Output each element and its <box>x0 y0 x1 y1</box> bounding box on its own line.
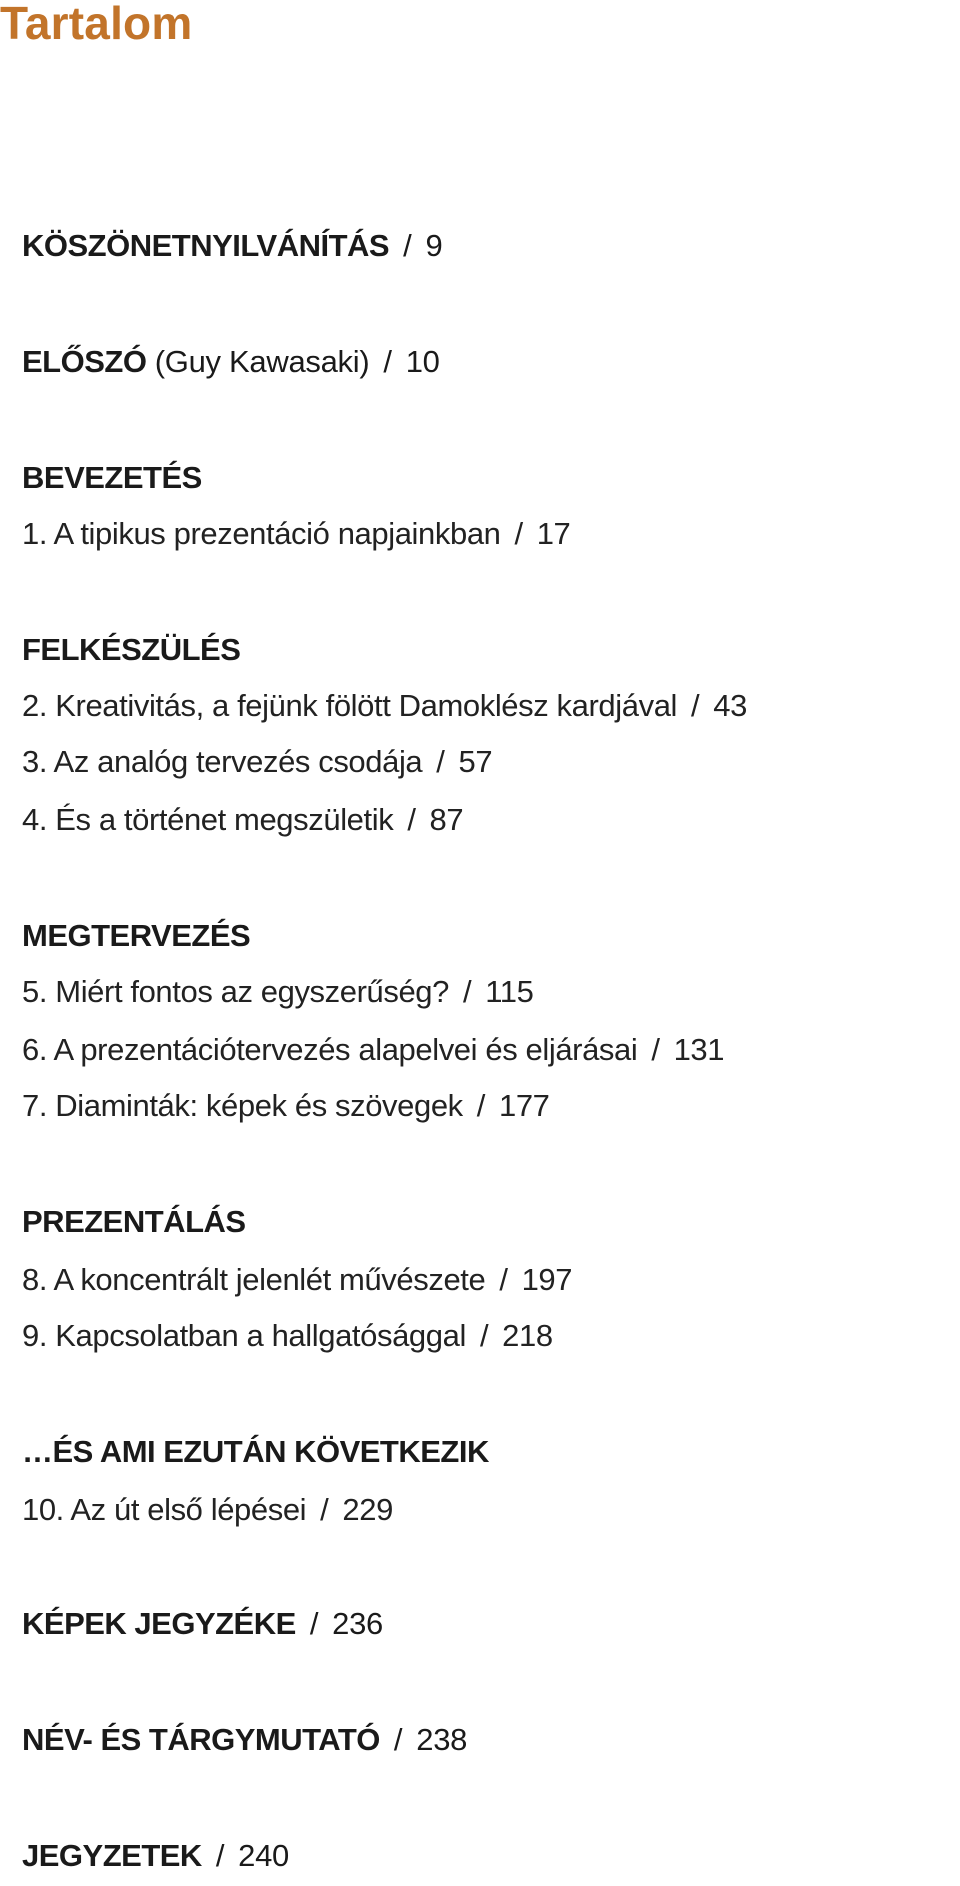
toc-page-number: 87 <box>429 802 464 837</box>
chapter-title: 9. Kapcsolatban a hallgatósággal <box>22 1318 466 1353</box>
toc-chapter-1[interactable] <box>22 514 570 554</box>
toc-page-number: 9 <box>425 228 443 263</box>
toc-separator: / <box>514 516 523 551</box>
toc-entry-label: JEGYZETEK <box>22 1838 202 1873</box>
toc-page-number: 236 <box>332 1606 383 1641</box>
section-heading-introduction: BEVEZETÉS <box>22 460 202 495</box>
toc-entry-index[interactable] <box>22 1720 467 1760</box>
chapter-title: 6. A prezentációtervezés alapelvei és eljárásai <box>22 1032 638 1067</box>
section-heading-whats-next: …ÉS AMI EZUTÁN KÖVETKEZIK <box>22 1434 489 1469</box>
toc-separator: / <box>320 1492 329 1527</box>
toc-entry-note: (Guy Kawasaki) <box>146 344 370 379</box>
toc-chapter-9[interactable] <box>22 1316 553 1356</box>
chapter-title: 4. És a történet megszületik <box>22 802 394 837</box>
toc-page-number: 131 <box>673 1032 725 1067</box>
toc-chapter-3[interactable] <box>22 742 492 782</box>
toc-entry-foreword[interactable] <box>22 342 440 382</box>
toc-page-number: 197 <box>521 1262 573 1297</box>
toc-separator: / <box>463 974 472 1009</box>
toc-page-number: 229 <box>342 1492 393 1527</box>
toc-separator: / <box>215 1838 225 1873</box>
toc-separator: / <box>393 1722 403 1757</box>
section-heading-preparation: FELKÉSZÜLÉS <box>22 632 241 667</box>
toc-page-number: 115 <box>485 974 534 1009</box>
toc-page-number: 240 <box>238 1838 289 1873</box>
toc-separator: / <box>479 1318 489 1353</box>
toc-chapter-5[interactable] <box>22 972 533 1012</box>
toc-entry-label: KÉPEK JEGYZÉKE <box>22 1606 296 1641</box>
chapter-title: 10. Az út első lépései <box>22 1492 307 1527</box>
chapter-title: 7. Diaminták: képek és szövegek <box>22 1088 463 1123</box>
toc-entry-label: NÉV- ÉS TÁRGYMUTATÓ <box>22 1722 380 1757</box>
page-title: Tartalom <box>0 0 193 49</box>
toc-chapter-10[interactable] <box>22 1490 393 1530</box>
toc-page-number: 10 <box>405 344 440 379</box>
toc-page-number: 218 <box>502 1318 553 1353</box>
section-heading-presenting: PREZENTÁLÁS <box>22 1204 246 1239</box>
toc-separator: / <box>403 228 412 263</box>
toc-separator: / <box>691 688 700 723</box>
toc-page-number: 238 <box>416 1722 468 1757</box>
toc-entry-notes[interactable] <box>22 1836 289 1876</box>
toc-chapter-2[interactable] <box>22 686 747 726</box>
toc-chapter-7[interactable] <box>22 1086 550 1126</box>
toc-separator: / <box>499 1262 508 1297</box>
toc-chapter-4[interactable] <box>22 800 463 840</box>
toc-page-number: 57 <box>458 744 493 779</box>
toc-chapter-8[interactable] <box>22 1260 572 1300</box>
toc-entry-label: ELŐSZÓ <box>22 344 147 379</box>
toc-separator: / <box>651 1032 660 1067</box>
chapter-title: 8. A koncentrált jelenlét művészete <box>22 1262 486 1297</box>
toc-page-number: 43 <box>713 688 747 723</box>
toc-separator: / <box>436 744 445 779</box>
toc-page-number: 17 <box>536 516 571 551</box>
toc-separator: / <box>383 344 392 379</box>
toc-separator: / <box>309 1606 319 1641</box>
toc-page-number: 177 <box>498 1088 550 1123</box>
chapter-title: 3. Az analóg tervezés csodája <box>22 744 423 779</box>
section-heading-design: MEGTERVEZÉS <box>22 918 251 953</box>
chapter-title: 2. Kreativitás, a fejünk fölött Damoklész kardjával <box>22 688 678 723</box>
toc-entry-acknowledgments[interactable] <box>22 226 442 266</box>
chapter-title: 1. A tipikus prezentáció napjainkban <box>22 516 501 551</box>
toc-separator: / <box>407 802 416 837</box>
toc-separator: / <box>476 1088 485 1123</box>
toc-entry-label: KÖSZÖNETNYILVÁNÍTÁS <box>22 228 390 263</box>
toc-chapter-6[interactable] <box>22 1030 724 1070</box>
chapter-title: 5. Miért fontos az egyszerűség? <box>22 974 449 1009</box>
toc-entry-list-of-images[interactable] <box>22 1604 383 1644</box>
